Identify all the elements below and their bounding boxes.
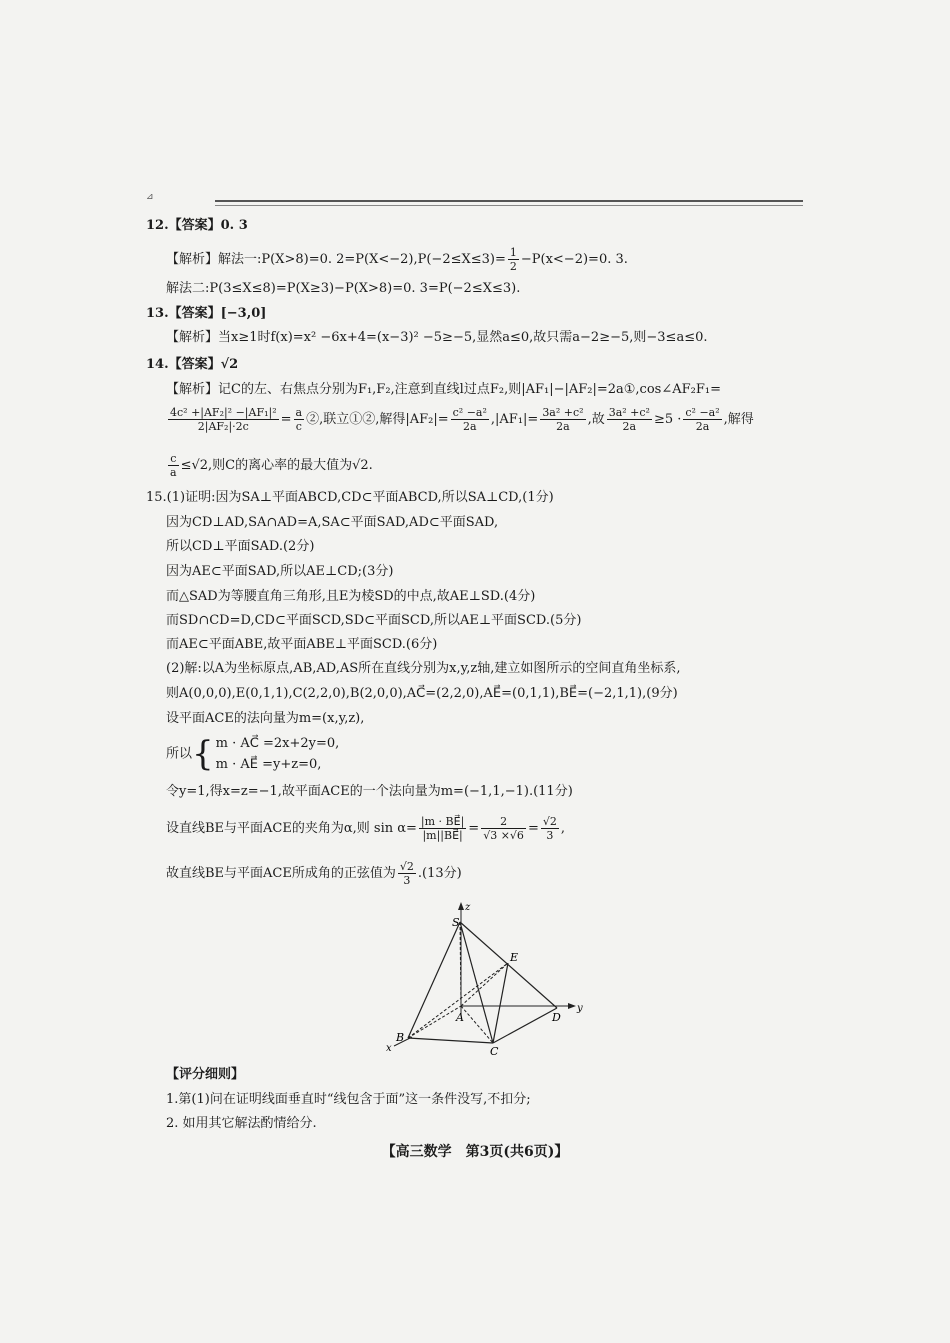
- label-D: D: [552, 1011, 561, 1024]
- edge-BC: [408, 1038, 493, 1043]
- q14-solution-2: $\frac{\text{4c² +|AF₂|² −|AF₁|²}}{\text{2|AF₂|·2c}}$ = $\frac{a}{c}$ ②,联立①②,解得|AF₂|= $\frac{\text{c² −a²}}{2a}$ ,|AF₁|= $\frac{\text{3a² +c²}}{2a}$ ,故 $\frac{\text{3a² +c²}}{2a}$ ≥5 · $\frac{\text{c² −a²}}{2a}$ ,解得: [170, 406, 754, 433]
- q12-sol1-text: 【解析】解法一:P(X>8)=0. 2=P(X<−2),P(−2≤X≤3)=: [166, 252, 506, 267]
- edge-SC: [460, 922, 493, 1043]
- q12-sol1-tail: −P(x<−2)=0. 3.: [520, 252, 628, 267]
- label-B: B: [396, 1031, 405, 1044]
- q12-solution-1: [166, 246, 628, 273]
- q15-system: [166, 733, 339, 776]
- label-C: C: [490, 1045, 499, 1058]
- y-axis-arrow: [568, 1003, 576, 1009]
- q15-line-9: 则A(0,0,0),E(0,1,1),C(2,2,0),B(2,0,0),AC⃗=(2,2,0),AE⃗=(0,1,1),BE⃗=(−2,1,1),(9分): [166, 686, 678, 701]
- system-brace: {: [192, 734, 214, 774]
- q15-system-eq2: m · AE⃗ =y+z=0,: [215, 757, 322, 772]
- q14-text-5: ,解得: [723, 412, 754, 427]
- q14-fraction-ca: $\frac{c}{a}$: [170, 452, 177, 479]
- edge-BE: [408, 963, 508, 1038]
- q14-text-3: ,故: [587, 412, 605, 427]
- q12-solution-2: 解法二:P(3≤X≤8)=P(X≥3)−P(X>8)=0. 3=P(−2≤X≤3).: [166, 281, 521, 296]
- rules-item-2: 2. 如用其它解法酌情给分.: [166, 1116, 317, 1131]
- q15-fraction-value: $\frac{2}{√3 \times√6}$: [483, 815, 524, 842]
- q14-fraction-af2: $\frac{\text{c² −a²}}{2a}$: [452, 406, 487, 433]
- q14-fraction-ineq-left: $\frac{\text{3a² +c²}}{2a}$: [608, 406, 650, 433]
- q15-fraction-result: $\frac{√2}{3}$: [542, 815, 557, 842]
- label-A: A: [456, 1011, 464, 1024]
- q15-line-4: 因为AE⊂平面SAD,所以AE⊥CD;(3分): [166, 564, 394, 579]
- q15-system-label: 所以: [166, 746, 193, 762]
- q14-text-1: ②,联立①②,解得|AF₂|=: [306, 412, 449, 427]
- q15-line-3: 所以CD⊥平面SAD.(2分): [166, 539, 315, 554]
- q14-text-4: ≥5 ·: [653, 412, 682, 427]
- q15-system-eq1: m · AC⃗ =2x+2y=0,: [215, 736, 340, 751]
- q14-fraction-cos: $\frac{\text{4c² +|AF₂|² −|AF₁|²}}{\text{2|AF₂|·2c}}$: [170, 406, 277, 433]
- q15-fraction-sin: $\frac{|m \cdot BE⃗|}{|m||BE⃗|}$: [420, 815, 465, 842]
- label-y: y: [577, 1003, 583, 1014]
- q15-line-11: 令y=1,得x=z=−1,故平面ACE的一个法向量为m=(−1,1,−1).(11分): [166, 784, 573, 799]
- header-mark: ⊿: [146, 192, 154, 202]
- q14-fraction-ineq-right: $\frac{\text{c² −a²}}{2a}$: [685, 406, 720, 433]
- q15-system-lines: [216, 733, 340, 775]
- q15-fraction-final: $\frac{√2}{3}$: [399, 860, 414, 887]
- q15-l12-text: 设直线BE与平面ACE的夹角为α,则 sin α=: [166, 821, 417, 836]
- q14-solution-1: 【解析】记C的左、右焦点分别为F₁,F₂,注意到直线l过点F₂,则|AF₁|−|AF₂|=2a①,cos∠AF₂F₁=: [166, 382, 721, 397]
- q14-fraction-ac: $\frac{a}{c}$: [295, 406, 303, 433]
- q15-line-7: 而AE⊂平面ABE,故平面ABE⊥平面SCD.(6分): [166, 637, 438, 652]
- edge-BA: [408, 1006, 461, 1038]
- label-z: z: [465, 902, 471, 913]
- q15-line-8: (2)解:以A为坐标原点,AB,AD,AS所在直线分别为x,y,z轴,建立如图所示的空间直角坐标系,: [166, 661, 681, 676]
- q15-line-1: 15.(1)证明:因为SA⊥平面ABCD,CD⊂平面ABCD,所以SA⊥CD,(1分): [146, 490, 554, 505]
- q14-text-6: ≤√2,则C的离心率的最大值为√2.: [180, 458, 373, 473]
- label-E: E: [510, 951, 519, 964]
- q14-answer: 14.【答案】√2: [146, 357, 239, 372]
- q15-l13-text: 故直线BE与平面ACE所成角的正弦值为: [166, 866, 396, 881]
- q15-line-13: 故直线BE与平面ACE所成角的正弦值为 $\frac{√2}{3}$ .(13分): [166, 860, 462, 887]
- q15-line-10: 设平面ACE的法向量为m=(x,y,z),: [166, 711, 365, 726]
- q12-answer: 12.【答案】0. 3: [146, 218, 248, 233]
- page-footer: 【高三数学 第3页(共6页)】: [381, 1144, 569, 1160]
- z-axis-arrow: [458, 902, 464, 910]
- q12-fraction: $\frac{1}{2}$: [509, 246, 517, 273]
- q15-line-2: 因为CD⊥AD,SA∩AD=A,SA⊂平面SAD,AD⊂平面SAD,: [166, 515, 499, 530]
- edge-SB: [408, 922, 460, 1038]
- q14-fraction-af1: $\frac{\text{3a² +c²}}{2a}$: [542, 406, 584, 433]
- q15-line-12: 设直线BE与平面ACE的夹角为α,则 sin α= $\frac{|m \cdot BE⃗|}{|m||BE⃗|}$ = $\frac{2}{√3 \times√6}$ = $\frac{√2}{3}$ ,: [166, 815, 565, 842]
- pyramid-figure: [380, 898, 590, 1058]
- q14-text-2: ,|AF₁|=: [490, 412, 539, 427]
- rules-item-1: 1.第(1)问在证明线面垂直时“线包含于面”这一条件没写,不扣分;: [166, 1092, 531, 1107]
- q15-line-5: 而△SAD为等腰直角三角形,且E为棱SD的中点,故AE⊥SD.(4分): [166, 589, 536, 604]
- label-x: x: [386, 1043, 392, 1054]
- label-S: S: [452, 916, 460, 929]
- edge-SD: [460, 922, 557, 1008]
- header-rule: [215, 200, 803, 206]
- edge-CD: [493, 1008, 557, 1043]
- q13-solution: 【解析】当x≥1时f(x)=x² −6x+4=(x−3)² −5≥−5,显然a≤0,故只需a−2≥−5,则−3≤a≤0.: [166, 330, 708, 345]
- q14-solution-3: [166, 452, 373, 479]
- q15-line-6: 而SD∩CD=D,CD⊂平面SCD,SD⊂平面SCD,所以AE⊥平面SCD.(5分): [166, 613, 582, 628]
- rules-title: 【评分细则】: [166, 1067, 245, 1082]
- q13-answer: 13.【答案】[−3,0]: [146, 306, 267, 321]
